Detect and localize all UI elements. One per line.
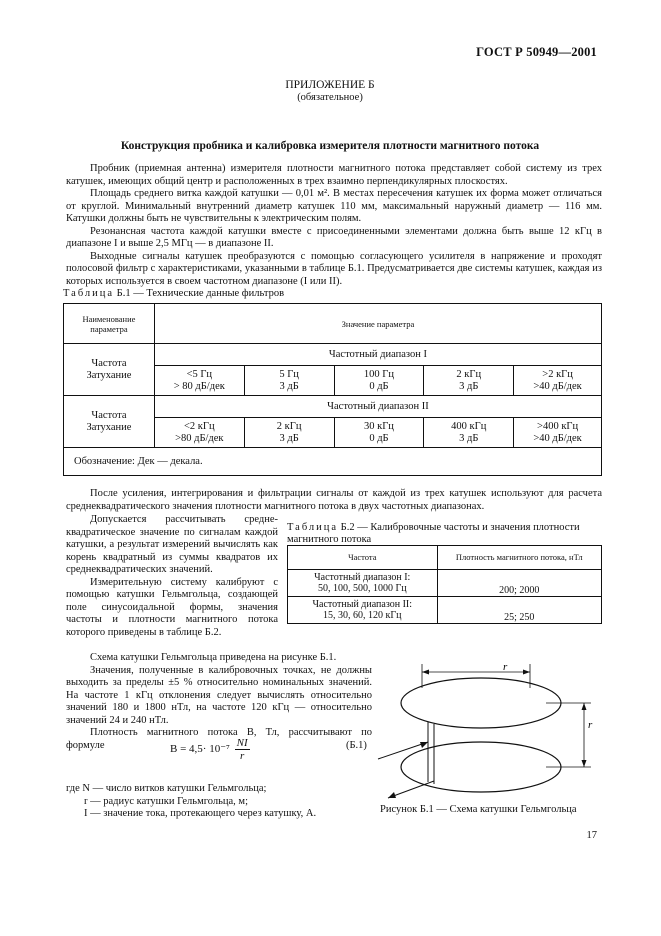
paragraph-area: Площадь среднего витка каждой катушки — 0,01 м². В местах пересечения катушек их форма может отличаться от круглой. Минимальный внутренний диаметр катушек 110 мм, максимальный наружный диаметр — 116 мм. Катушки должны быть не чувствительны к электрическим полям. xyxy=(66,188,602,224)
row-label-freq: Частота xyxy=(91,409,127,421)
formula-numerator: NI xyxy=(236,737,248,749)
appendix-title: ПРИЛОЖЕНИЕ Б xyxy=(285,79,375,91)
table-cell: 100 Гц 0 дБ xyxy=(334,366,424,396)
table1-caption-text: Б.1 — Технические данные фильтров xyxy=(116,288,285,299)
range1-title: Частотный диапазон I xyxy=(154,344,601,366)
table-cell: 2 кГц 3 дБ xyxy=(244,418,334,448)
table1-header-param: Наименование параметра xyxy=(64,304,155,344)
row-label-atten: Затухание xyxy=(86,421,132,433)
paragraph-probe: Пробник (приемная антенна) измерителя плотности магнитного потока представляет собой систему из трех катушек, имеющих общий центр и расположенных в трех взаимно перпендикулярных плоскостях. xyxy=(66,163,602,187)
legend-r: r — радиус катушки Гельмгольца, м; xyxy=(84,795,248,807)
formula-number: (Б.1) xyxy=(346,740,367,751)
paragraph-resonance: Резонансная частота каждой катушки вместе с присоединенными элементами должна быть выше 12 кГц в диапазоне I и выше 2,5 МГц — в диапазоне II. xyxy=(66,225,602,249)
formula-b1 xyxy=(170,737,250,762)
fig-label-r-top: r xyxy=(503,662,508,673)
formula-fraction xyxy=(235,737,250,762)
fig-label-r-side: r xyxy=(588,719,593,731)
row-label-freq: Частота xyxy=(91,357,127,369)
legend-i: I — значение тока, протекающего через катушку, А. xyxy=(84,808,317,819)
paragraph-scheme: Схема катушки Гельмгольца приведена на рисунке Б.1. xyxy=(90,652,337,663)
legend-n: где N — число витков катушки Гельмгольца; xyxy=(66,783,267,794)
formula-lhs: B = 4,5· 10⁻⁷ xyxy=(170,743,230,756)
table-cell: 5 Гц 3 дБ xyxy=(244,366,334,396)
filter-table xyxy=(63,303,602,476)
paragraph-output: Выходные сигналы катушек преобразуются с помощью согласующего усилителя в напряжение и проходят полосовой фильтр с характеристиками, указанными в таблице Б.1. Предусматривается две системы катушек, каждая из которых используется в своем частотном диапазоне (I или II). xyxy=(66,250,602,287)
helmholtz-coil-figure xyxy=(376,662,616,802)
table-cell: 25; 250 xyxy=(437,597,601,624)
table1-row-labels-2 xyxy=(64,396,155,448)
left-column-text xyxy=(66,514,278,639)
table1-caption-label: Таблица xyxy=(63,288,115,299)
table2-caption xyxy=(287,522,602,546)
figure-caption: Рисунок Б.1 — Схема катушки Гельмгольца xyxy=(380,804,577,815)
after-table-text xyxy=(66,488,602,513)
table2-caption-text: Б.2 — Калибровочные частоты и значения плотности магнитного потока xyxy=(287,522,580,545)
intro-text xyxy=(66,163,602,288)
table-cell: 2 кГц 3 дБ xyxy=(424,366,514,396)
table-cell: >2 кГц >40 дБ/дек xyxy=(514,366,602,396)
formula-legend xyxy=(66,783,366,821)
table-cell: >400 кГц >40 дБ/дек xyxy=(514,418,602,448)
table-cell: Частотный диапазон II: 15, 30, 60, 120 кГц xyxy=(288,597,438,624)
paragraph-tolerance: Значения, полученные в калибровочных точках, не должны выходить за пределы ±5 % относительно номинальных значений. На частоте 1 кГц отклонения следует вычислять относительно значений 180 и 1800 нТл, на частоте 120 кГц — относительно значений 24 и 240 нТл. xyxy=(66,664,372,726)
table1-row-labels-1 xyxy=(64,344,155,396)
page-number: 17 xyxy=(586,830,597,841)
paragraph-after-table: После усиления, интегрирования и фильтрации сигналы от каждой из трех катушек используют для расчета среднеквадратического значения плотности магнитного потока в двух частотных диапазонах. xyxy=(66,488,602,512)
table-cell: <2 кГц >80 дБ/дек xyxy=(154,418,244,448)
table-cell: 400 кГц 3 дБ xyxy=(424,418,514,448)
table2-header-density: Плотность магнитного потока, нТл xyxy=(437,546,601,570)
table2-header-freq: Частота xyxy=(288,546,438,570)
table-cell: 30 кГц 0 дБ xyxy=(334,418,424,448)
table-cell: 200; 2000 xyxy=(437,570,601,597)
paragraph-calibration: Измерительную систему калибруют с помощью катушки Гельмгольца, создающей поле синусоидальной формы, значения частоты и плотности магнитного потока которого приведены в таблице Б.2. xyxy=(66,576,278,638)
section-title: Конструкция пробника и калибровка измерителя плотности магнитного потока xyxy=(120,140,540,152)
standard-header: ГОСТ Р 50949—2001 xyxy=(476,45,597,59)
table-cell: Частотный диапазон I: 50, 100, 500, 1000 Гц xyxy=(288,570,438,597)
paragraph-formula-intro: Плотность магнитного потока В, Тл, рассчитывают по формуле xyxy=(66,727,372,751)
appendix-status: (обязательное) xyxy=(297,92,363,103)
row-label-atten: Затухание xyxy=(86,369,132,381)
table-cell: <5 Гц > 80 дБ/дек xyxy=(154,366,244,396)
table1-note: Обозначение: Дек — декала. xyxy=(64,448,602,476)
table2-caption-label: Таблица xyxy=(287,522,339,533)
table1-header-value: Значение параметра xyxy=(154,304,601,344)
calibration-table xyxy=(287,545,602,624)
table1-caption xyxy=(63,288,284,301)
range2-title: Частотный диапазон II xyxy=(154,396,601,418)
paragraph-rms: Допускается рассчитывать средне-квадратическое значение по сигналам каждой катушки, а результат измерений вычислять как корень квадратный из суммы квадратов их среднеквадратических значений. xyxy=(66,514,278,575)
formula-denominator: r xyxy=(239,750,245,762)
